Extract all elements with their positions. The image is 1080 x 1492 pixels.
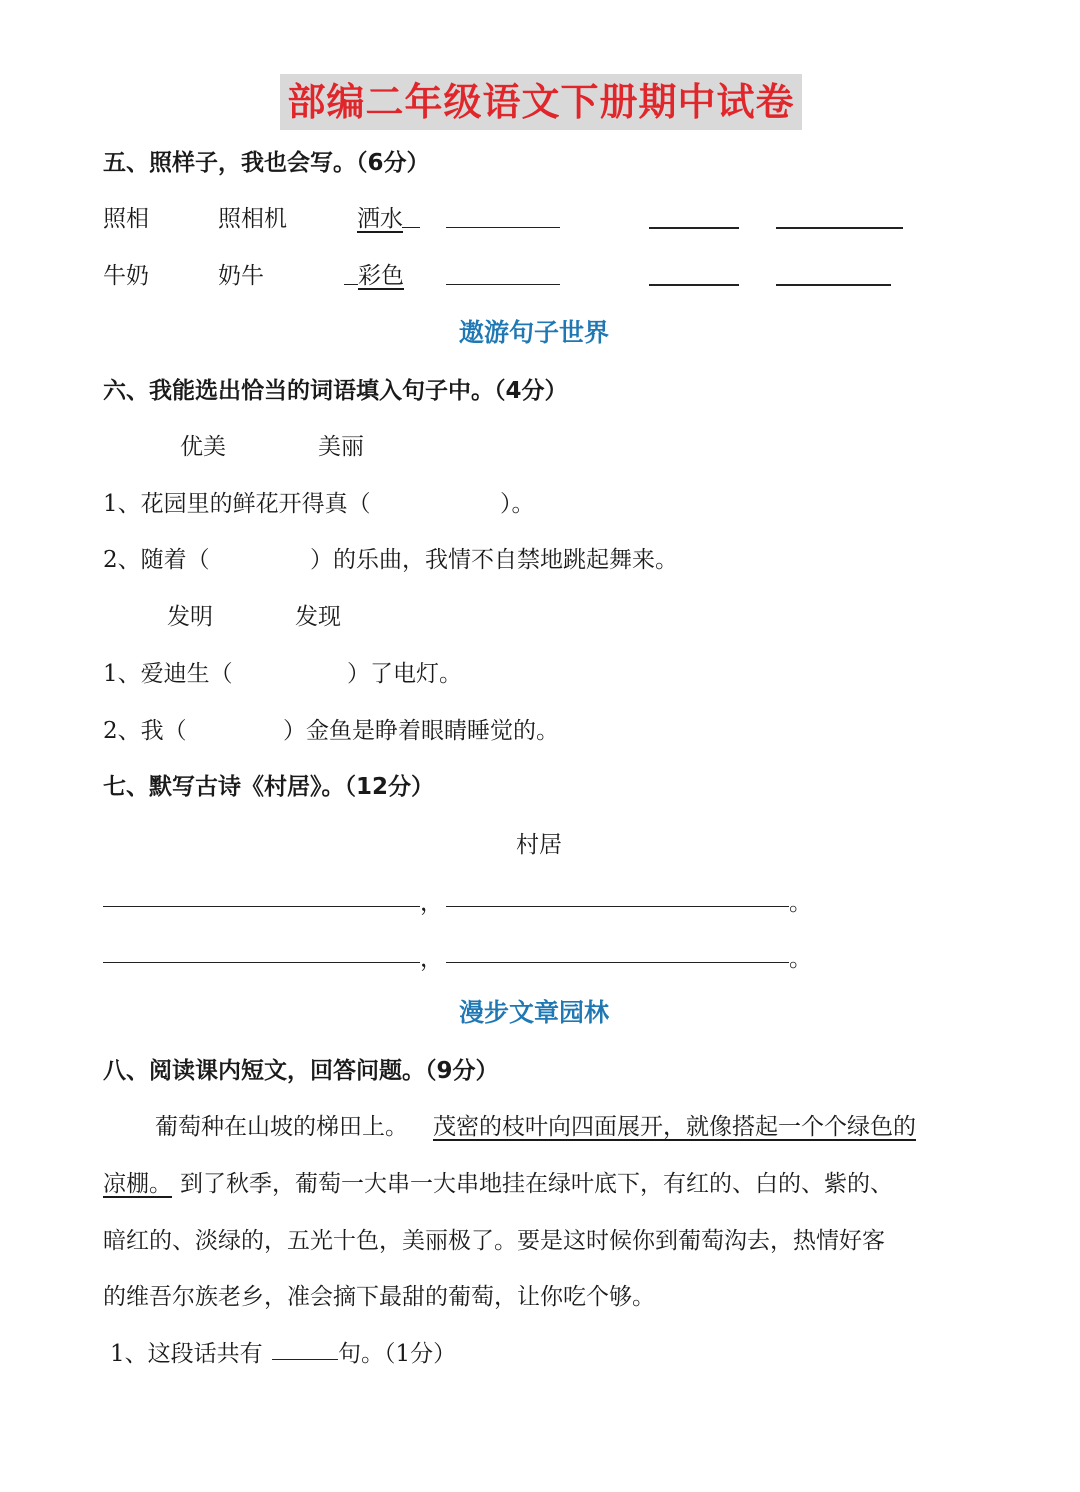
punctuation: 。: [789, 890, 812, 916]
q5-prompt-underline: [402, 227, 420, 228]
poem-title: 村居: [516, 832, 562, 858]
sentence-part: 1、花园里的鲜花开得真（: [103, 491, 371, 517]
poem-line-blank[interactable]: [103, 906, 420, 907]
word-option: 发明: [167, 604, 213, 630]
q5-prompt-underline: [344, 284, 358, 285]
sentence-part: 1、爱迪生（: [103, 661, 233, 687]
answer-blank[interactable]: [446, 284, 560, 285]
q5-prompt-word: 彩色: [358, 263, 404, 289]
q5-prompt-word: 洒水: [357, 206, 403, 232]
q5-heading: 五、照样子，我也会写。（6分）: [103, 150, 430, 176]
passage-text: 暗红的、淡绿的，五光十色，美丽极了。要是这时候你到葡萄沟去，热情好客: [103, 1228, 885, 1254]
word-option: 美丽: [318, 434, 364, 460]
answer-blank[interactable]: [649, 284, 739, 286]
question-part: 1、这段话共有: [110, 1341, 263, 1367]
sentence-part: ）了电灯。: [347, 661, 462, 687]
answer-blank[interactable]: [776, 227, 903, 229]
q5-example-word: 牛奶: [103, 263, 149, 289]
passage-underlined: 凉棚。: [103, 1171, 172, 1197]
q8-heading: 八、阅读课内短文，回答问题。（9分）: [103, 1058, 499, 1084]
answer-blank[interactable]: [776, 284, 891, 286]
passage-text: 葡萄种在山坡的梯田上。: [155, 1114, 408, 1140]
q5-example-answer: 照相机: [218, 206, 287, 232]
page-title: 部编二年级语文下册期中试卷: [287, 80, 795, 124]
punctuation: ，: [420, 946, 443, 972]
poem-line-blank[interactable]: [103, 962, 420, 963]
poem-line-blank[interactable]: [446, 962, 789, 963]
question-part: 句。（1分）: [338, 1341, 457, 1367]
q5-example-word: 照相: [103, 206, 149, 232]
word-option: 优美: [180, 434, 226, 460]
word-option: 发现: [295, 604, 341, 630]
punctuation: 。: [789, 946, 812, 972]
passage-text: 到了秋季，葡萄一大串一大串地挂在绿叶底下，有红的、白的、紫的、: [180, 1171, 893, 1197]
sentence-part: ）的乐曲，我情不自禁地跳起舞来。: [310, 547, 678, 573]
section-heading: 漫步文章园林: [459, 998, 610, 1027]
sentence-part: ）金鱼是睁着眼睛睡觉的。: [283, 718, 559, 744]
title-banner: [280, 74, 802, 130]
passage-underlined: 茂密的枝叶向四面展开，就像搭起一个个绿色的: [433, 1114, 916, 1140]
answer-blank[interactable]: [649, 227, 739, 229]
poem-line-blank[interactable]: [446, 906, 789, 907]
sentence-part: ）。: [500, 491, 535, 517]
sentence-part: 2、我（: [103, 718, 187, 744]
sentence-part: 2、随着（: [103, 547, 210, 573]
q5-example-answer: 奶牛: [218, 263, 264, 289]
q6-heading: 六、我能选出恰当的词语填入句子中。（4分）: [103, 378, 568, 404]
section-heading: 遨游句子世界: [459, 318, 610, 347]
q7-heading: 七、默写古诗《村居》。（12分）: [103, 774, 435, 800]
punctuation: ，: [420, 890, 443, 916]
answer-blank[interactable]: [272, 1359, 338, 1360]
passage-text: 的维吾尔族老乡，准会摘下最甜的葡萄，让你吃个够。: [103, 1284, 655, 1310]
answer-blank[interactable]: [446, 227, 560, 228]
